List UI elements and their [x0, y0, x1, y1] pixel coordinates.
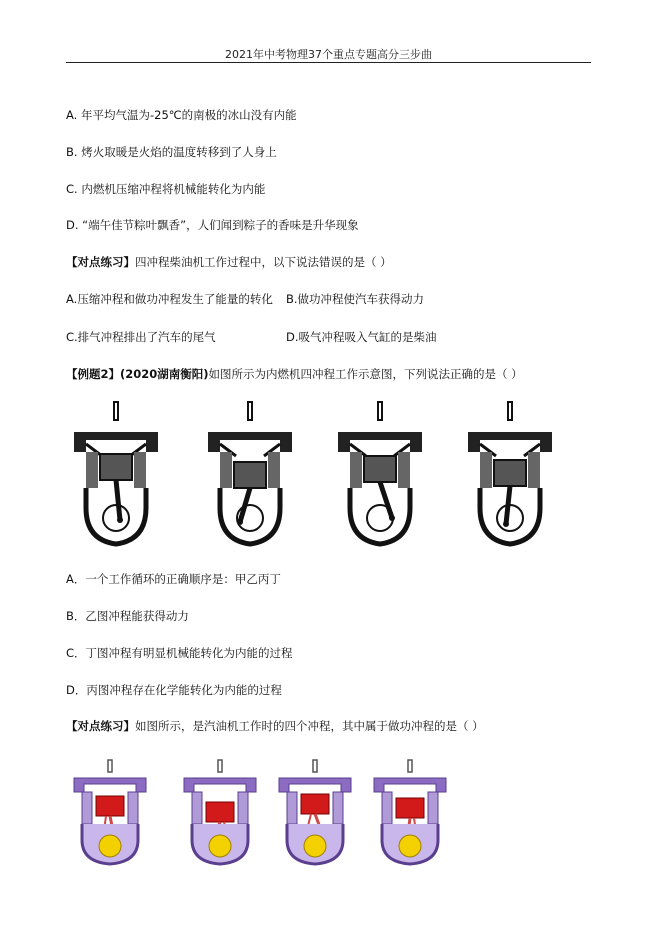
practice1-options-row2 [66, 330, 591, 344]
engine-diagram-1 [66, 400, 166, 550]
practice1-option-c: C.排气冲程排出了汽车的尾气 [66, 330, 216, 344]
example2-tag: 【例题2】(2020湖南衡阳) [66, 367, 209, 381]
gas-engine-4 [370, 758, 450, 868]
gas-engine-1 [70, 758, 150, 868]
q1-option-c: C. 内燃机压缩冲程将机械能转化为内能 [66, 182, 266, 196]
q1-option-b: B. 烤火取暖是火焰的温度转移到了人身上 [66, 145, 277, 159]
page-header: 2021年中考物理37个重点专题高分三步曲 [225, 48, 432, 61]
example2-option-b: B．乙图冲程能获得动力 [66, 609, 189, 623]
engine-diagram-4 [460, 400, 560, 550]
practice1-option-b: B.做功冲程使汽车获得动力 [286, 292, 425, 306]
practice1-question: 【对点练习】四冲程柴油机工作过程中，以下说法错误的是（ ） [66, 255, 392, 269]
practice1-options-row1 [66, 292, 591, 306]
practice2-question: 【对点练习】如图所示，是汽油机工作时的四个冲程，其中属于做功冲程的是（ ） [66, 719, 484, 733]
engine-diagram-3 [330, 400, 430, 550]
example2-question: 【例题2】(2020湖南衡阳)如图所示为内燃机四冲程工作示意图，下列说法正确的是（ ） [66, 367, 523, 381]
gas-engine-2 [180, 758, 260, 868]
header-divider [66, 62, 591, 63]
practice2-tag: 【对点练习】 [66, 719, 135, 733]
gas-engine-3 [275, 758, 355, 868]
q1-option-a: A. 年平均气温为-25℃的南极的冰山没有内能 [66, 108, 297, 122]
q1-option-d: D. “端午佳节粽叶飘香”，人们闻到粽子的香味是升华现象 [66, 218, 359, 232]
practice1-option-d: D.吸气冲程吸入气缸的是柴油 [286, 330, 437, 344]
example2-option-c: C．丁图冲程有明显机械能转化为内能的过程 [66, 646, 293, 660]
example2-option-d: D．丙图冲程存在化学能转化为内能的过程 [66, 683, 282, 697]
example2-option-a: A．一个工作循环的正确顺序是：甲乙丙丁 [66, 572, 281, 586]
practice1-option-a: A.压缩冲程和做功冲程发生了能量的转化 [66, 292, 273, 306]
practice1-tag: 【对点练习】 [66, 255, 135, 269]
engine-diagram-2 [200, 400, 300, 550]
